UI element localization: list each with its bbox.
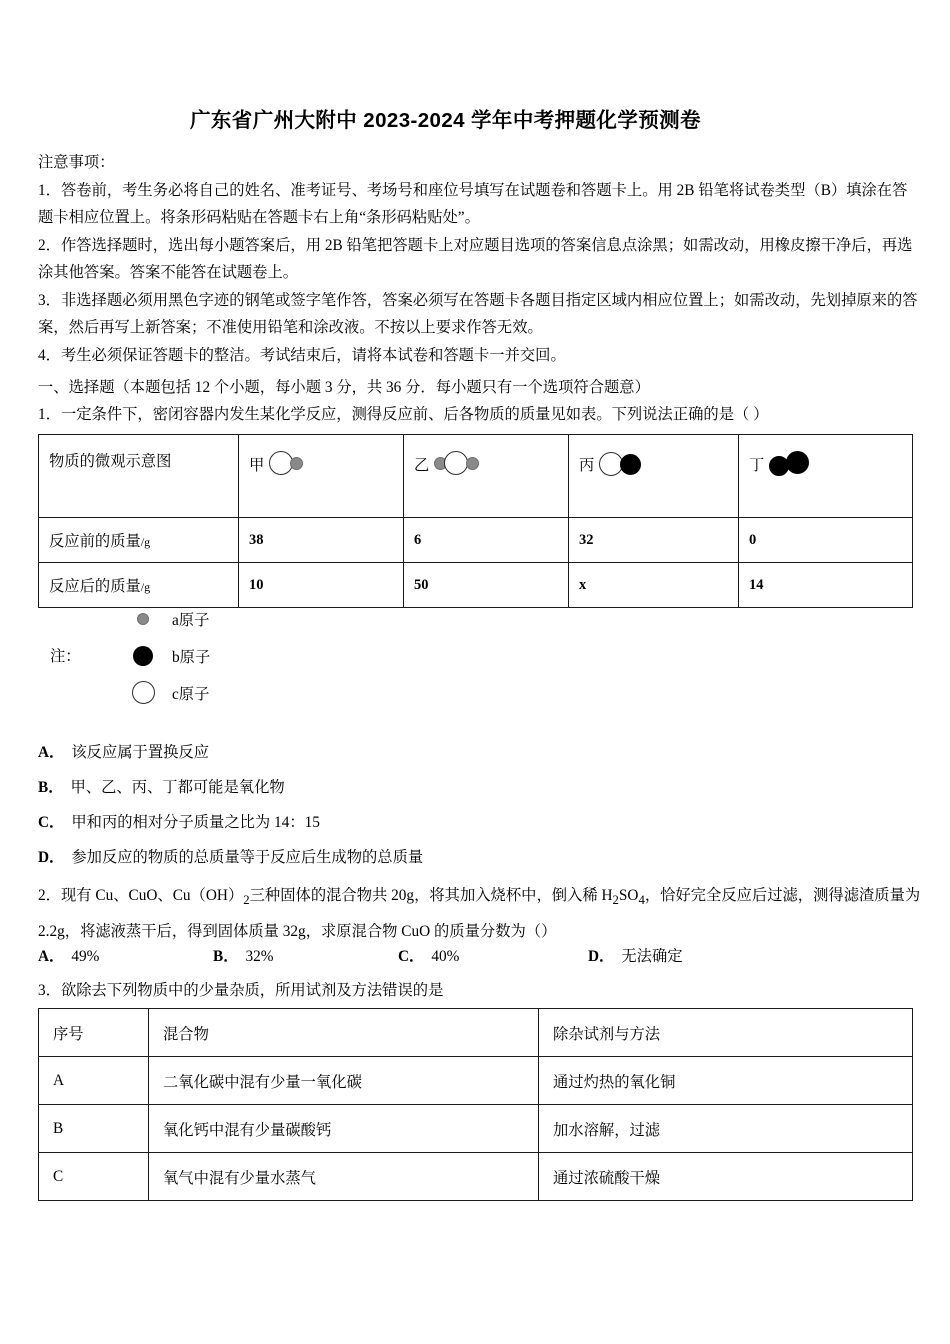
option-text: 甲、乙、丙、丁都可能是氧化物 <box>70 779 285 796</box>
notice-item-3: 3．非选择题必须用黑色字迹的钢笔或签字笔作答，答案必须写在答题卡各题目指定区域内相应位置上；如需改动，先划掉原来的答案，然后再写上新答案；不准使用铅笔和涂改液。不按以上要求作答无效。 <box>38 291 918 336</box>
table-row <box>39 1153 913 1201</box>
notice-item-4: 4．考生必须保证答题卡的整洁。考试结束后，请将本试卷和答题卡一并交回。 <box>38 346 566 364</box>
option-text: 甲和丙的相对分子质量之比为 14：15 <box>71 814 320 831</box>
legend-item-a <box>126 600 210 637</box>
table-row <box>39 518 913 563</box>
row-label-mass-before <box>39 518 239 563</box>
notice-heading: 注意事项： <box>38 154 115 171</box>
option-letter: A． <box>38 744 65 761</box>
option-text: 参加反应的物质的总质量等于反应后生成物的总质量 <box>71 849 424 866</box>
legend-text: b原子 <box>172 648 211 666</box>
question-2-option-d[interactable] <box>588 944 683 966</box>
option-text: 49% <box>71 948 100 965</box>
option-text: 该反应属于置换反应 <box>71 744 210 761</box>
mass-before-jia: 38 <box>239 518 404 563</box>
mass-after-jia: 10 <box>239 563 404 608</box>
unit-suffix: /g <box>140 535 151 549</box>
table-row <box>39 435 913 518</box>
question-2-options <box>38 944 922 966</box>
molecule-diagram-jia <box>269 449 315 479</box>
row-label-text: 反应前的质量 <box>49 533 141 550</box>
option-letter: B． <box>38 779 64 796</box>
table-row <box>39 1105 913 1153</box>
column-header-method: 除杂试剂与方法 <box>539 1009 913 1057</box>
question-2-option-b[interactable] <box>213 944 398 966</box>
row-index-a: A <box>39 1057 149 1105</box>
molecule-diagram-bing <box>599 449 647 479</box>
row-mixture-a: 二氧化碳中混有少量一氧化碳 <box>149 1057 539 1105</box>
stem-part-1: 2．现有 Cu、CuO、Cu（OH） <box>38 887 244 904</box>
page-title: 广东省广州大附中 2023-2024 学年中考押题化学预测卷 <box>190 109 701 132</box>
atom-a-icon <box>290 457 303 470</box>
question-3-stem: 3．欲除去下列物质中的少量杂质，所用试剂及方法错误的是 <box>38 982 444 999</box>
option-text: 32% <box>245 948 274 965</box>
row-index-b: B <box>39 1105 149 1153</box>
formula-subscript: 2 <box>243 893 250 908</box>
row-label-diagram <box>39 435 239 518</box>
row-method-a: 通过灼热的氧化铜 <box>539 1057 913 1105</box>
stem-part-3: SO <box>618 887 639 904</box>
atom-c-icon <box>444 451 468 475</box>
legend-item-c <box>126 674 210 711</box>
row-label-text: 物质的微观示意图 <box>49 453 172 470</box>
notice-block <box>38 149 918 369</box>
stem-part-4: ，恰好完全反应后过滤，测得滤渣质量为 2.2g，将滤液蒸干后，得到固体质量 32g，求原混合物 CuO 的质量分数为（） <box>38 887 921 941</box>
notice-item-1: 1．答卷前，考生务必将自己的姓名、准考证号、考场号和座位号填写在试题卷和答题卡上。用 2B 铅笔将试卷类型（B）填涂在答题卡相应位置上。将条形码粘贴在答题卡右上角“条形码粘贴处”。 <box>38 181 908 226</box>
substance-cell-bing <box>569 435 739 518</box>
mass-after-ding: 14 <box>739 563 913 608</box>
mass-before-yi: 6 <box>404 518 569 563</box>
atom-legend <box>44 600 344 712</box>
legend-swatch <box>126 681 160 704</box>
legend-text: c原子 <box>172 685 210 703</box>
row-method-b: 加水溶解，过滤 <box>539 1105 913 1153</box>
substance-name-ding: 丁 <box>749 457 765 474</box>
formula-subscript: 4 <box>638 893 645 908</box>
mass-before-ding: 0 <box>739 518 913 563</box>
mass-after-bing: x <box>569 563 739 608</box>
question-1-options <box>38 735 423 875</box>
table-row <box>39 1057 913 1105</box>
legend-item-b <box>126 637 210 674</box>
question-2-stem <box>38 880 922 947</box>
mass-before-bing: 32 <box>569 518 739 563</box>
question-2-option-c[interactable] <box>398 944 588 966</box>
option-letter: D． <box>38 849 65 866</box>
row-mixture-b: 氧化钙中混有少量碳酸钙 <box>149 1105 539 1153</box>
table-header-row <box>39 1009 913 1057</box>
option-letter: D． <box>588 948 615 965</box>
row-label-text: 反应后的质量 <box>49 578 141 595</box>
atom-a-icon <box>466 457 479 470</box>
question-2-option-a[interactable] <box>38 944 213 966</box>
question-1-table <box>38 434 913 608</box>
legend-swatch <box>126 646 160 666</box>
mass-after-yi: 50 <box>404 563 569 608</box>
question-1-option-a[interactable] <box>38 735 423 770</box>
formula-subscript: 2 <box>612 893 619 908</box>
atom-c-icon <box>132 681 155 704</box>
option-letter: A． <box>38 948 65 965</box>
substance-cell-jia <box>239 435 404 518</box>
substance-cell-yi <box>404 435 569 518</box>
column-header-index: 序号 <box>39 1009 149 1057</box>
substance-name-bing: 丙 <box>579 457 595 474</box>
atom-b-icon <box>786 451 809 474</box>
legend-text: a原子 <box>172 611 210 629</box>
substance-cell-ding <box>739 435 913 518</box>
section-heading: 一、选择题（本题包括 12 个小题，每小题 3 分，共 36 分．每小题只有一个选项符合题意） <box>38 379 650 396</box>
option-text: 40% <box>431 948 460 965</box>
option-letter: B． <box>213 948 239 965</box>
unit-suffix: /g <box>140 580 151 594</box>
option-letter: C． <box>38 814 65 831</box>
molecule-diagram-yi <box>434 449 490 479</box>
question-1-stem: 1．一定条件下，密闭容器内发生某化学反应，测得反应前、后各物质的质量见如表。下列说法正确的是（ ） <box>38 406 769 423</box>
option-text: 无法确定 <box>621 948 683 965</box>
legend-label: 注： <box>50 648 81 665</box>
question-3-table <box>38 1008 913 1201</box>
question-1-option-c[interactable] <box>38 805 423 840</box>
row-index-c: C <box>39 1153 149 1201</box>
atom-a-icon <box>137 613 149 625</box>
atom-b-icon <box>133 646 153 666</box>
atom-b-icon <box>620 454 641 475</box>
question-1-option-d[interactable] <box>38 840 423 875</box>
legend-swatch <box>126 613 160 625</box>
row-mixture-c: 氧气中混有少量水蒸气 <box>149 1153 539 1201</box>
notice-item-2: 2．作答选择题时，选出每小题答案后，用 2B 铅笔把答题卡上对应题目选项的答案信息点涂黑；如需改动，用橡皮擦干净后，再选涂其他答案。答案不能答在试题卷上。 <box>38 236 913 281</box>
row-method-c: 通过浓硫酸干燥 <box>539 1153 913 1201</box>
substance-name-yi: 乙 <box>414 457 430 474</box>
stem-part-2: 三种固体的混合物共 20g，将其加入烧杯中，倒入稀 H <box>249 887 613 904</box>
substance-name-jia: 甲 <box>249 457 265 474</box>
molecule-diagram-ding <box>769 449 814 479</box>
question-1-option-b[interactable] <box>38 770 423 805</box>
column-header-mixture: 混合物 <box>149 1009 539 1057</box>
option-letter: C． <box>398 948 425 965</box>
